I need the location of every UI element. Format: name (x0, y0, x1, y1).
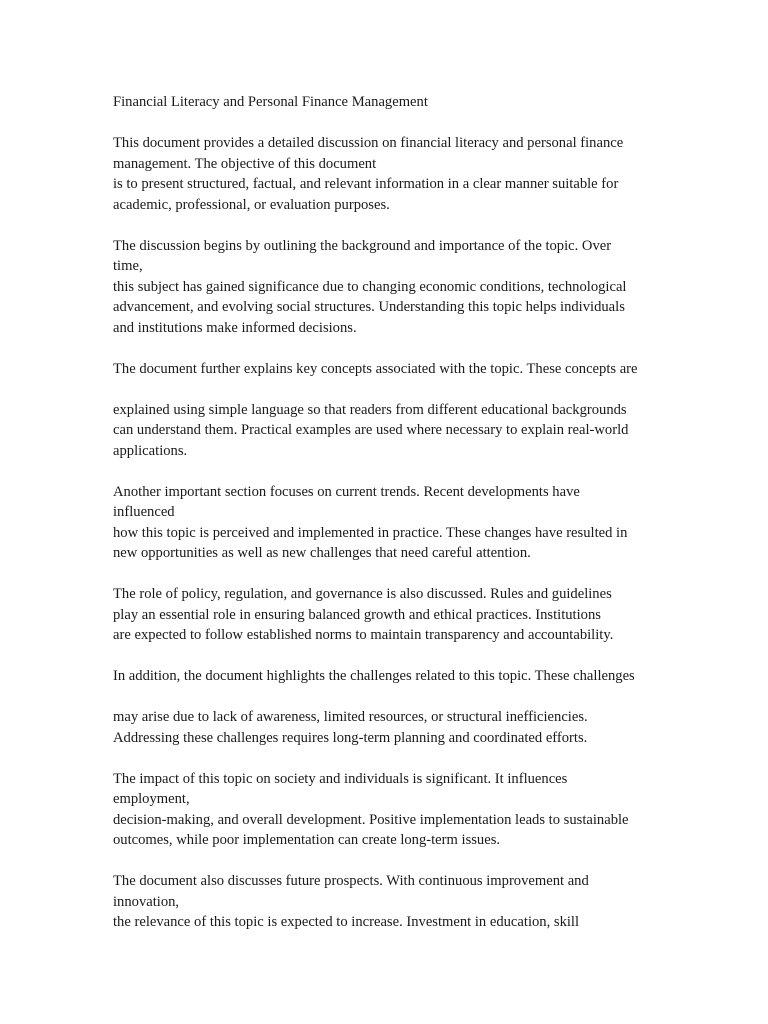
text-line: Addressing these challenges requires long-term planning and coordinated efforts. (113, 729, 588, 746)
document-title: Financial Literacy and Personal Finance Management (113, 94, 428, 110)
paragraph-spacer (113, 338, 673, 359)
paragraph-spacer (113, 564, 673, 585)
text-line: management. The objective of this document (113, 155, 377, 172)
text-line: In addition, the document highlights the challenges related to this topic. These challenges (113, 668, 635, 684)
paragraph-7 (113, 769, 673, 851)
text-line: time, (113, 258, 143, 274)
text-line: outcomes, while poor implementation can create long-term issues. (113, 832, 501, 848)
paragraph-5 (113, 584, 673, 646)
text-line: can understand them. Practical examples are used where necessary to explain real-world (113, 422, 629, 438)
text-line: may arise due to lack of awareness, limited resources, or structural inefficiencies. (113, 709, 588, 725)
text-line: are expected to follow established norms to maintain transparency and accountability. (113, 627, 614, 643)
document-body (113, 92, 673, 933)
paragraph-3 (113, 359, 673, 462)
paragraph-1 (113, 133, 673, 215)
text-line: Another important section focuses on current trends. Recent developments have (113, 483, 580, 500)
text-line: play an essential role in ensuring balanced growth and ethical practices. Institutions (113, 606, 601, 623)
text-line: this subject has gained significance due to changing economic conditions, technological (113, 278, 627, 295)
paragraph-spacer (113, 215, 673, 236)
paragraph-6 (113, 666, 673, 748)
paragraph-spacer (113, 113, 673, 134)
text-line: The document further explains key concepts associated with the topic. These concepts are (113, 360, 638, 377)
paragraph-spacer (113, 461, 673, 482)
paragraph-spacer (113, 646, 673, 667)
text-line (113, 687, 673, 708)
paragraph-spacer (113, 748, 673, 769)
paragraph-2 (113, 236, 673, 339)
text-line: how this topic is perceived and implemented in practice. These changes have resulted in (113, 524, 628, 541)
paragraph-8 (113, 871, 673, 933)
text-line: The impact of this topic on society and individuals is significant. It influences (113, 770, 568, 787)
text-line: influenced (113, 504, 175, 520)
text-line: innovation, (113, 893, 180, 910)
text-line: new opportunities as well as new challenges that need careful attention. (113, 545, 531, 561)
text-line: The role of policy, regulation, and governance is also discussed. Rules and guidelines (113, 586, 612, 602)
text-line (113, 379, 673, 400)
text-line: applications. (113, 442, 188, 459)
text-line: advancement, and evolving social structures. Understanding this topic helps individuals (113, 299, 625, 315)
paragraph-spacer (113, 851, 673, 872)
paragraph-4 (113, 482, 673, 564)
text-line: explained using simple language so that readers from different educational backgrounds (113, 401, 627, 418)
text-line: the relevance of this topic is expected to increase. Investment in education, skill (113, 914, 580, 930)
text-line: decision-making, and overall development. Positive implementation leads to sustainable (113, 811, 629, 828)
text-line: The discussion begins by outlining the background and importance of the topic. Over (113, 237, 612, 254)
text-line: academic, professional, or evaluation purposes. (113, 196, 390, 213)
text-line: The document also discusses future prospects. With continuous improvement and (113, 873, 589, 889)
text-line: This document provides a detailed discussion on financial literacy and personal finance (113, 135, 624, 151)
text-line: and institutions make informed decisions. (113, 319, 357, 336)
text-line: is to present structured, factual, and relevant information in a clear manner suitable for (113, 176, 619, 192)
text-line: employment, (113, 791, 190, 807)
